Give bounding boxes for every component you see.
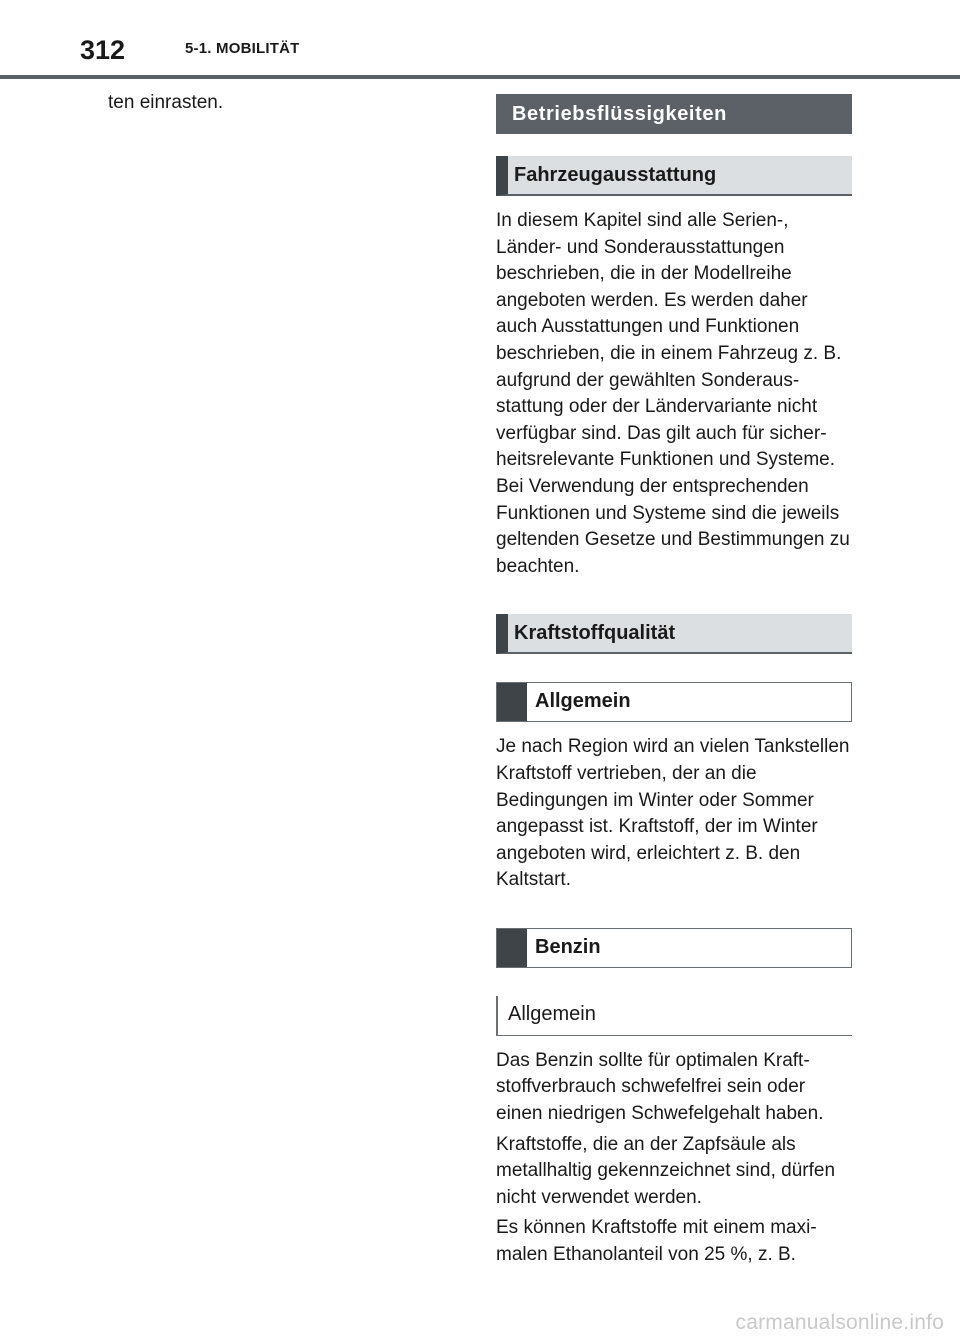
page-header xyxy=(0,0,960,80)
header-rule xyxy=(0,75,960,79)
paragraph-benzin-3: Es können Kraftstoffe mit einem maximalen Ethanolanteil von 25 %, z. B. xyxy=(496,1217,817,1266)
heading-fahrzeugausstattung: Fahrzeugausstattung xyxy=(496,156,852,196)
paragraph-benzin-2: Kraftstoffe, die an der Zapfsäule als metallhaltig gekennzeichnet sind, dürfen nicht verwendet werden. xyxy=(496,1133,836,1208)
watermark: carmanualsonline.info xyxy=(735,1311,944,1334)
subsubheading-allgemein: Allgemein xyxy=(496,996,852,1036)
subheading-benzin-label: Benzin xyxy=(535,935,601,958)
subheading-marker xyxy=(497,683,527,721)
heading-kraftstoffqualitaet: Kraftstoffqualität xyxy=(496,614,852,654)
chapter-title: Betriebsflüssigkeiten xyxy=(496,94,852,134)
subheading-marker xyxy=(497,929,527,967)
paragraph-benzin-1: Das Benzin sollte für optimalen Kraftstoffverbrauch schwefelfrei sein oder einen niedrigen Schwefelgehalt haben. xyxy=(496,1049,824,1125)
subheading-allgemein-label: Allgemein xyxy=(535,690,631,713)
paragraph-fahrzeugausstattung: In diesem Kapitel sind alle Serien-, Länder- und Sonderausstattungen beschrieben, die in der Modellreihe angeboten werden. Es werden daher auch Ausstattungen und Funktionen beschrieben, die in einem Fahrzeug z. B. aufgrund der gewählten Sonderausstattung oder der Ländervariante nicht verfügbar sind. Das gilt auch für sicherheitsrelevante Funktionen und Systeme. Bei Verwendung der entsprechenden Funktionen und Systeme sind die jeweils geltenden Gesetze und Bestimmungen zu beachten. xyxy=(496,210,850,577)
left-column xyxy=(108,90,448,117)
subheading-benzin xyxy=(496,928,852,968)
page-number: 312 xyxy=(80,35,126,65)
right-column xyxy=(496,94,852,1269)
subheading-allgemein xyxy=(496,682,852,722)
left-column-text: ten einrasten. xyxy=(108,92,224,113)
section-label: 5-1. MOBILITÄT xyxy=(185,40,300,57)
paragraph-allgemein: Je nach Region wird an vielen Tankstellen Kraftstoff vertrieben, der an die Bedingungen im Winter oder Sommer angepasst ist. Kraftstoff, der im Winter angeboten wird, erleichtert z. B. den Kaltstart. xyxy=(496,736,850,891)
